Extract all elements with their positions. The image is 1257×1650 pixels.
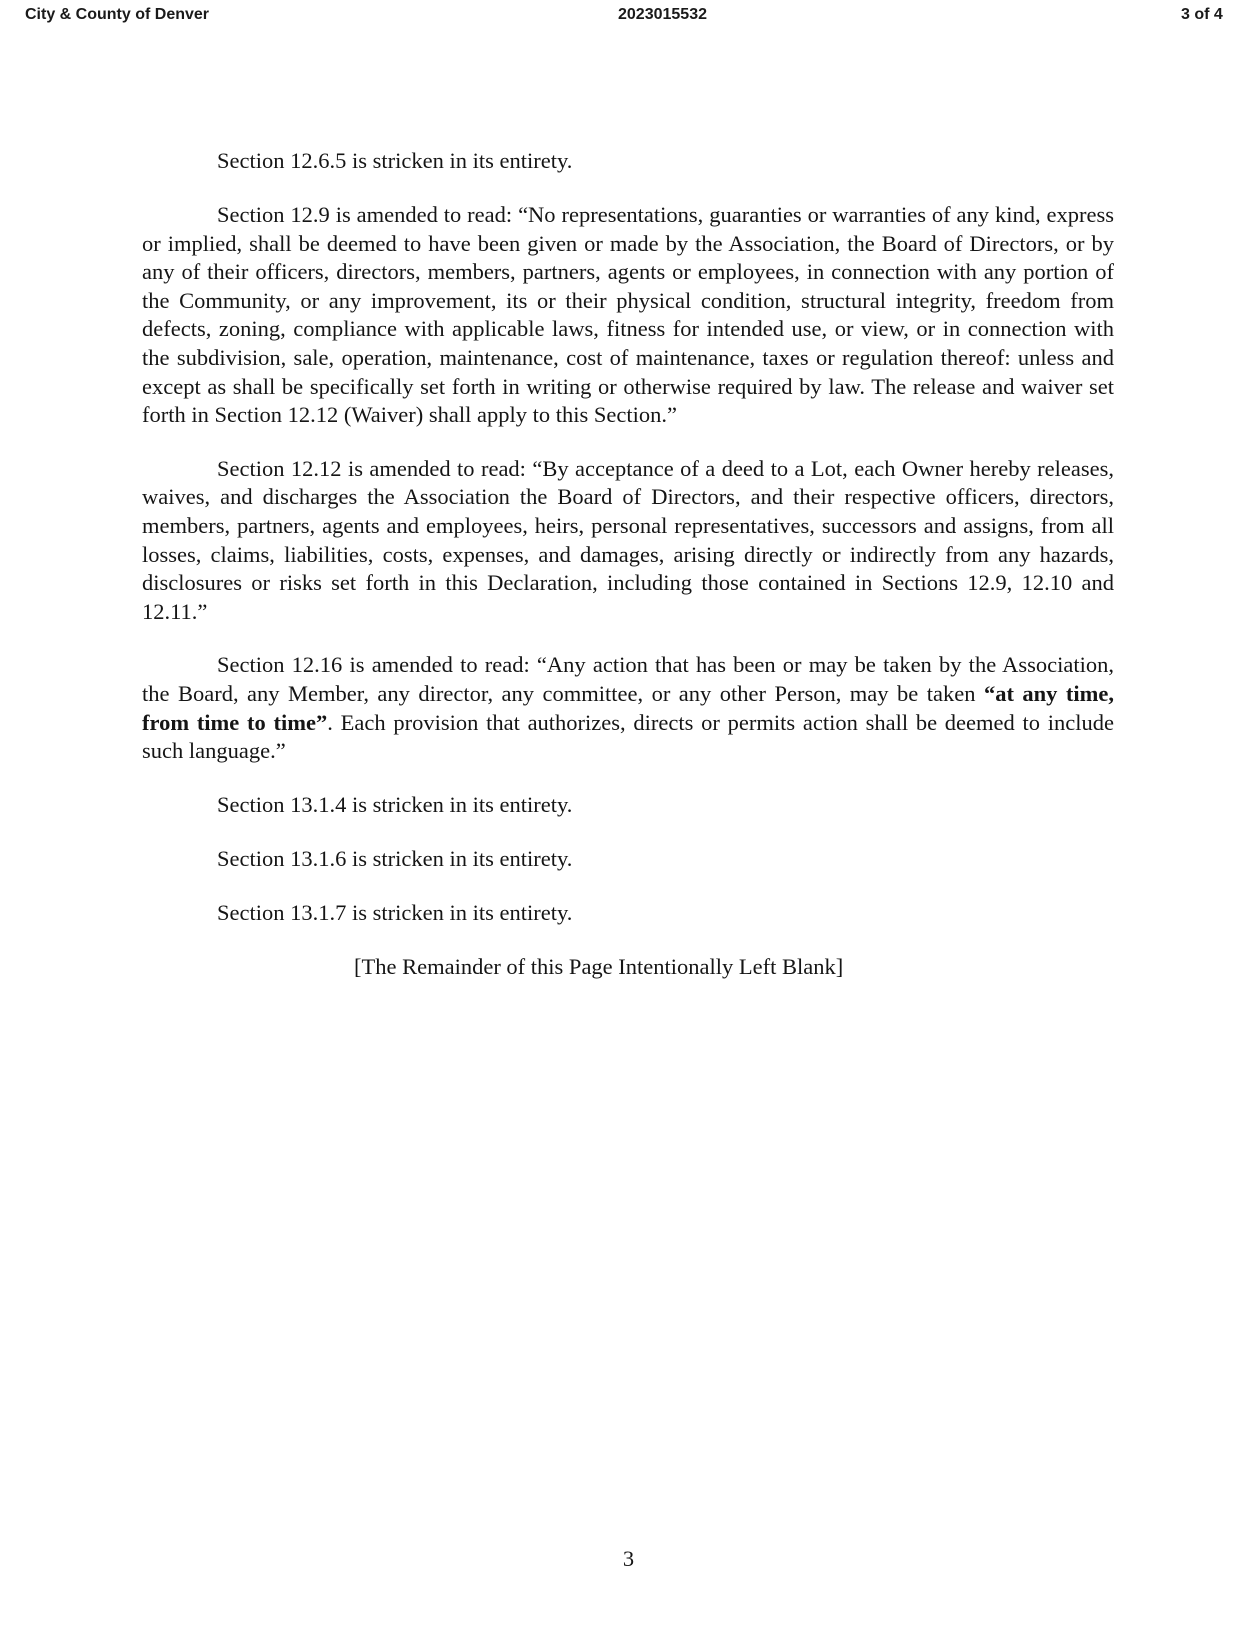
header-reception-number: 2023015532 — [618, 6, 707, 23]
paragraph-section-13-1-4: Section 13.1.4 is stricken in its entirety. — [217, 791, 573, 817]
paragraph-section-13-1-6: Section 13.1.6 is stricken in its entirety. — [217, 845, 573, 871]
header-page-count: 3 of 4 — [1181, 6, 1223, 23]
paragraph-section-12-16-text-b: . Each provision that authorizes, directs or permits action shall be deemed to include such language.” — [142, 709, 1114, 764]
paragraph-section-12-6-5: Section 12.6.5 is stricken in its entirety. — [217, 148, 573, 173]
paragraph-section-12-16-bold-phrase: “at any time, from time to time” — [142, 681, 1114, 735]
document-body — [142, 147, 1114, 1007]
paragraph-section-12-9: Section 12.9 is amended to read: “No representations, guaranties or warranties of any kind, express or implied, shall be deemed to have been given or made by the Association, the Board of Directors, or by any of their officers, directors, members, partners, agents or employees, in connection with any portion of the Community, or any improvement, its or their physical condition, structural integrity, freedom from defects, zoning, compliance with applicable laws, fitness for intended use, or view, or in connection with the subdivision, sale, operation, maintenance, cost of maintenance, taxes or regulation thereof: unless and except as shall be specifically set forth in writing or otherwise required by law. The release and waiver set forth in Section 12.12 (Waiver) shall apply to this Section.” — [142, 202, 1114, 428]
paragraph-section-13-1-7: Section 13.1.7 is stricken in its entirety. — [217, 899, 573, 925]
remainder-blank-notice: [The Remainder of this Page Intentionally Left Blank] — [354, 954, 844, 980]
header-county: City & County of Denver — [25, 6, 210, 23]
paragraph-section-12-12: Section 12.12 is amended to read: “By acceptance of a deed to a Lot, each Owner hereby releases, waives, and discharges the Association the Board of Directors, and their respective officers, directors, members, partners, agents and employees, heirs, personal representatives, successors and assigns, from all losses, claims, liabilities, costs, expenses, and damages, arising directly or indirectly from any hazards, disclosures or risks set forth in this Declaration, including those contained in Sections 12.9, 12.10 and 12.11.” — [142, 455, 1114, 624]
paragraph-section-12-16 — [142, 651, 1114, 765]
recording-header — [0, 4, 1257, 26]
page-number: 3 — [622, 1546, 635, 1571]
paragraph-section-12-16-text-a: Section 12.16 is amended to read: “Any action that has been or may be taken by the Association, the Board, any Member, any director, any committee, or any other Person, may be taken — [142, 652, 1114, 706]
